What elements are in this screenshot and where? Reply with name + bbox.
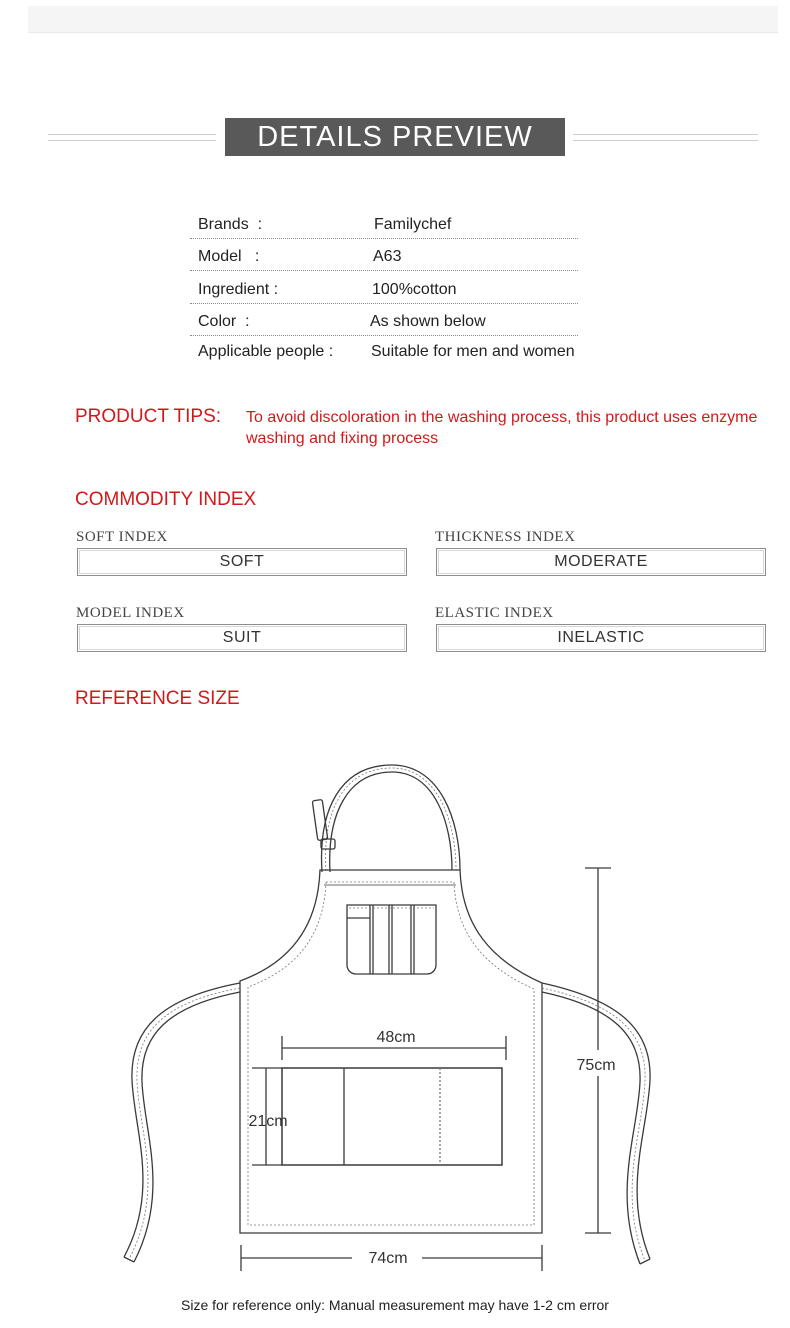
spec-label: Brands : — [198, 216, 263, 233]
commodity-index-title: COMMODITY INDEX — [75, 489, 257, 510]
apron-height-label: 75cm — [576, 1057, 616, 1074]
spec-value: As shown below — [370, 313, 486, 330]
apron-body — [240, 870, 542, 1233]
soft-index-value: SOFT — [77, 548, 407, 576]
header-rule-left — [48, 134, 216, 141]
spec-value: Suitable for men and women — [371, 343, 575, 360]
front-pocket — [282, 1068, 502, 1165]
spec-row-brands — [190, 214, 578, 239]
spec-label: Applicable people : — [198, 343, 334, 360]
spec-label: Color : — [198, 313, 250, 330]
soft-index-label: SOFT INDEX — [76, 529, 168, 545]
pocket-width-label: 48cm — [376, 1029, 416, 1046]
spec-label: Ingredient : — [198, 281, 279, 298]
spec-row-ingredient — [190, 279, 578, 304]
header-rule-right — [573, 134, 758, 141]
spec-value: 100%cotton — [372, 281, 457, 298]
spec-label: Model : — [198, 248, 260, 265]
neck-strap — [322, 765, 460, 872]
elastic-index-label: ELASTIC INDEX — [435, 605, 554, 621]
section-header-details: DETAILS PREVIEW — [225, 118, 565, 156]
spec-row-applicable-people — [190, 341, 630, 365]
model-index-label: MODEL INDEX — [76, 605, 185, 621]
apron-width-label: 74cm — [368, 1250, 408, 1267]
apron-size-diagram — [0, 740, 790, 1290]
spec-row-color — [190, 311, 578, 336]
spec-value: Familychef — [374, 216, 452, 233]
thickness-index-label: THICKNESS INDEX — [435, 529, 576, 545]
elastic-index-value: INELASTIC — [436, 624, 766, 652]
waist-tie-right — [542, 983, 650, 1259]
top-bar — [28, 6, 778, 33]
product-tips-title: PRODUCT TIPS: — [75, 406, 222, 427]
model-index-value: SUIT — [77, 624, 407, 652]
reference-size-title: REFERENCE SIZE — [75, 688, 240, 709]
size-reference-note: Size for reference only: Manual measurement may have 1-2 cm error — [181, 1297, 609, 1313]
spec-value: A63 — [373, 248, 402, 265]
product-tips-text: To avoid discoloration in the washing process, this product uses enzyme washing and fixing process — [246, 409, 758, 447]
strap-buckle — [312, 799, 327, 840]
spec-row-model — [190, 246, 578, 271]
pocket-height-label: 21cm — [248, 1113, 288, 1130]
thickness-index-value: MODERATE — [436, 548, 766, 576]
